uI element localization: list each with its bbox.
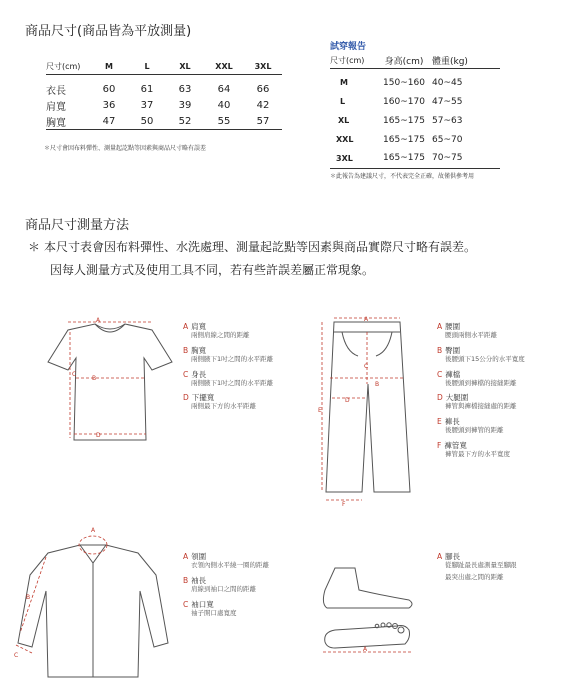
cell: 37: [140, 99, 154, 111]
list-item: [437, 552, 572, 582]
list-item: [437, 393, 572, 411]
pants-pocket-left: [342, 332, 358, 356]
legend-key: D: [437, 393, 443, 403]
legend-sub: 袖子開口處寬度: [191, 608, 237, 617]
cell: 160~170: [383, 96, 425, 107]
tshirt-outline: [48, 324, 172, 440]
tshirt-collar: [95, 324, 125, 332]
legend-label: 肩寬: [191, 322, 207, 331]
legend-label: 褲長: [444, 417, 460, 427]
list-item: [437, 370, 572, 388]
method-title: 商品尺寸測量方法: [25, 218, 130, 233]
legend-key: D: [183, 393, 189, 403]
legend-key: A: [437, 322, 443, 331]
legend-title: [183, 552, 313, 561]
pants-legend: [437, 322, 572, 465]
legend-label: 下擺寬: [191, 393, 215, 403]
table-row: [46, 113, 282, 130]
legend-sub: 從腳趾最長處測量至腳跟: [445, 561, 517, 569]
cell: XXL: [336, 135, 354, 144]
cell: 70~75: [432, 149, 500, 168]
cell: 39: [178, 99, 192, 111]
tshirt-diagram: [40, 310, 180, 450]
legend-key: B: [437, 345, 443, 355]
legend-sub: 褲管最下方的水平寬度: [445, 449, 510, 458]
longshirt-diagram: [8, 515, 178, 685]
cell: L: [340, 97, 346, 106]
foot-label-a: A: [363, 646, 368, 653]
shirt-label-c: C: [72, 371, 77, 378]
legend-label: 胸寬: [191, 345, 207, 355]
cell: 65~70: [432, 134, 463, 145]
size-header-cell: 3XL: [244, 58, 282, 75]
cell: 40: [217, 99, 231, 111]
longshirt-label-a: A: [91, 527, 96, 534]
legend-label: 領圍: [191, 552, 207, 561]
table-row: [330, 130, 500, 149]
legend-sub: 後腰頭到褲管的距離: [445, 426, 504, 435]
shirt-label-b: B: [92, 375, 97, 382]
list-item: [437, 346, 572, 364]
trial-note: ＊此報告為建議尺寸，不代表完全正確，故僅供參考用: [330, 173, 475, 180]
cell: 61: [140, 83, 154, 95]
list-item: [437, 322, 572, 340]
legend-key: A: [183, 552, 189, 561]
legend-key: C: [437, 369, 443, 379]
legend-label: 腰圍: [445, 322, 461, 331]
table-row: [330, 73, 500, 92]
legend-sub: 最突出處之間的距離: [445, 572, 504, 581]
legend-title: [437, 322, 572, 331]
cell: 47: [90, 113, 128, 130]
pants-label-a: A: [364, 316, 369, 323]
list-item: [183, 346, 313, 364]
legend-label: 袖長: [191, 575, 207, 585]
row-label: 胸寬: [46, 113, 90, 130]
list-item: [183, 393, 313, 411]
method-line-1: [28, 238, 476, 255]
cell: 36: [102, 99, 116, 111]
cell: 60: [102, 83, 116, 95]
legend-key: B: [183, 575, 189, 585]
legend-label: 褲檔: [445, 369, 461, 379]
legend-sub: 褲管與褲檔接縫處的距離: [445, 402, 517, 411]
longshirt-legend: [183, 552, 313, 623]
cell: 42: [256, 99, 270, 111]
foot-diagram: [315, 560, 425, 670]
legend-label: 褲管寬: [444, 440, 467, 450]
legend-sub: 兩側肩線之間的距離: [191, 331, 250, 339]
legend-key: A: [183, 322, 189, 331]
pants-label-f: F: [342, 501, 346, 508]
cell: 40~45: [432, 77, 463, 88]
cell: 150~160: [383, 77, 425, 88]
cell: 57~63: [432, 115, 463, 126]
legend-sub: 後腰頭下15公分的水平寬度: [445, 354, 525, 363]
table-row: [330, 149, 500, 168]
longshirt-line-b: [20, 557, 46, 633]
size-table: [46, 58, 282, 130]
list-item: [183, 370, 313, 388]
cell: 52: [166, 113, 204, 130]
size-header-cell: L: [128, 58, 166, 75]
list-item: [437, 417, 572, 435]
legend-title: [183, 346, 313, 355]
pants-label-c: C: [364, 363, 369, 370]
legend-title: [183, 576, 313, 585]
legend-title: [437, 370, 572, 379]
table-row: [46, 81, 282, 97]
cell: XL: [338, 116, 350, 125]
shirt-label-d: D: [96, 432, 101, 439]
list-item: [183, 322, 313, 340]
pants-label-b: B: [375, 381, 380, 388]
pants-pocket-right: [376, 332, 392, 356]
cell: 57: [244, 113, 282, 130]
longshirt-label-b: B: [26, 594, 31, 601]
cell: 63: [178, 83, 192, 95]
trial-header-cell: 尺寸(cm): [330, 52, 376, 69]
toe-4: [381, 623, 385, 627]
foot-top-outline: [325, 626, 410, 649]
row-label: 肩寬: [46, 101, 66, 113]
legend-label: 腳長: [445, 552, 461, 561]
legend-label: 身長: [191, 369, 207, 379]
cell: 55: [204, 113, 244, 130]
row-label: 衣長: [46, 85, 66, 97]
bullet-mark: ＊: [28, 240, 41, 254]
legend-label: 大腿圍: [445, 393, 469, 403]
trial-header-cell: 體重(kg): [432, 52, 500, 69]
legend-key: C: [183, 369, 189, 379]
list-item: [183, 576, 313, 594]
legend-title: [437, 552, 572, 561]
table-row: [330, 92, 500, 111]
size-section-title: 商品尺寸(商品皆為平放測量): [25, 24, 192, 39]
foot-side-outline: [323, 568, 412, 608]
table-row: [46, 97, 282, 113]
pants-diagram: [312, 312, 422, 512]
legend-label: 袖口寬: [191, 599, 214, 609]
pants-label-d: D: [345, 397, 350, 404]
size-header-cell: XL: [166, 58, 204, 75]
trial-table: [330, 52, 500, 169]
longshirt-label-c: C: [14, 652, 19, 659]
size-note: ＊尺寸會因布料彈性、測量起訖點等因素與商品尺寸略有誤差: [44, 145, 207, 152]
foot-legend: [437, 552, 572, 588]
shirt-legend: [183, 322, 313, 417]
legend-key: A: [437, 552, 443, 561]
legend-label: 臀圍: [445, 345, 461, 355]
cell: 165~175: [376, 149, 432, 168]
legend-sub: 腰頭兩側水平距離: [445, 331, 497, 339]
list-item: [183, 552, 313, 570]
table-row: [330, 111, 500, 130]
size-header-cell: XXL: [204, 58, 244, 75]
pants-label-e: E: [318, 407, 322, 414]
legend-key: B: [183, 345, 189, 355]
legend-sub: 肩線到袖口之間的距離: [191, 584, 256, 593]
trial-header-cell: 身高(cm): [376, 52, 432, 69]
legend-title: [183, 322, 313, 331]
cell: 165~175: [383, 115, 425, 126]
legend-sub: 後腰頭到褲檔的接縫距離: [445, 378, 517, 387]
size-header-cell: M: [90, 58, 128, 75]
size-header-cell: 尺寸(cm): [46, 58, 90, 75]
cell: M: [340, 78, 348, 87]
trial-title: 試穿報告: [330, 42, 367, 52]
cell: 64: [217, 83, 231, 95]
legend-key: E: [437, 417, 442, 427]
toe-1: [398, 627, 404, 633]
legend-title: [437, 346, 572, 355]
longshirt-collar: [80, 545, 106, 563]
legend-key: C: [183, 599, 189, 609]
legend-sub: 兩側腋下1吋之間的水平距離: [191, 354, 274, 363]
legend-title: [437, 417, 572, 426]
legend-sub: 兩側最下方的水平距離: [191, 402, 256, 411]
legend-sub: 衣領內側水平繞一圈的距離: [191, 561, 269, 569]
method-line-2: 因每人測量方式及使用工具不同，若有些許誤差屬正常現象。: [50, 263, 375, 277]
cell: 66: [256, 83, 270, 95]
pants-outline: [326, 322, 410, 492]
legend-title: [183, 370, 313, 379]
list-item: [183, 600, 313, 618]
legend-title: [437, 441, 572, 450]
cell: 50: [128, 113, 166, 130]
trial-table-header: [330, 52, 500, 69]
list-item: [437, 441, 572, 459]
size-table-header: [46, 58, 282, 75]
legend-sub: 兩側腋下1吋之間的水平距離: [191, 378, 274, 387]
cell: 47~55: [432, 96, 463, 107]
cell: 3XL: [330, 149, 376, 168]
shirt-label-a: A: [96, 317, 101, 324]
method-text-1: 本尺寸表會因布料彈性、水洗處理、測量起訖點等因素與商品實際尺寸略有誤差。: [44, 240, 477, 254]
legend-key: F: [437, 440, 442, 450]
legend-title: [183, 600, 313, 609]
cell: 165~175: [383, 134, 425, 145]
